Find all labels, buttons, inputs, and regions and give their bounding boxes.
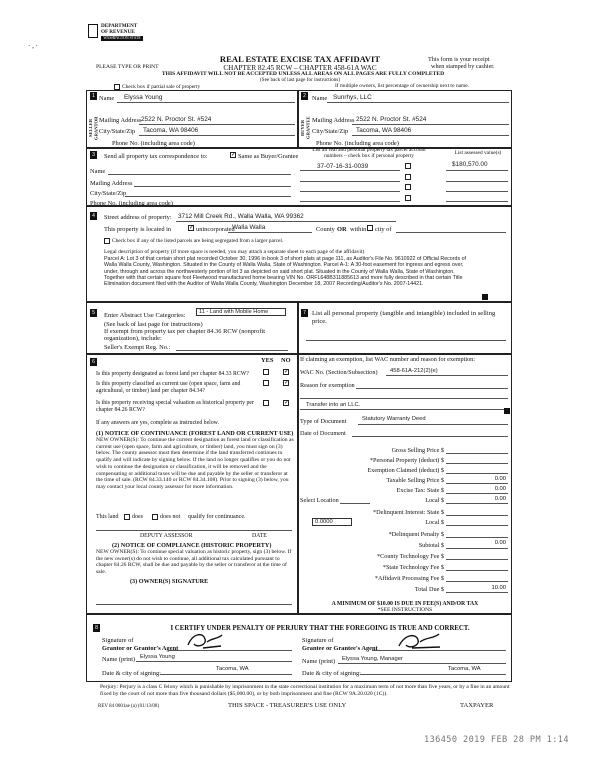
section-2-badge: 2 — [301, 92, 308, 100]
current-use-yes-checkbox[interactable] — [263, 380, 269, 386]
seller-name[interactable]: Elyssa Young — [124, 94, 163, 101]
section-1-badge: 1 — [90, 92, 97, 100]
seller-tag: SELLER GRANTOR — [88, 116, 99, 140]
receipt-note: This form is your receipt when stamped by cashier. — [428, 56, 495, 71]
grantee-signature[interactable] — [396, 630, 442, 652]
subtotal[interactable]: 0.00 — [494, 540, 506, 546]
treasurer-use: THIS SPACE - TREASURER'S USE ONLY — [228, 702, 347, 709]
interest-rate-field[interactable]: 0.0000 — [312, 518, 352, 526]
buyer-city[interactable]: Tacoma, WA 98406 — [356, 127, 412, 134]
section-4-badge: 4 — [90, 212, 97, 220]
form-revision: REV 84 0001ae (a) (01/13/08) — [98, 704, 160, 709]
document-type[interactable]: Statutory Warranty Deed — [362, 416, 426, 422]
select-location-dropdown[interactable]: Select Location — [300, 497, 339, 504]
grantor-name[interactable]: Elyssa Young — [140, 654, 175, 660]
doc-type-dropdown-arrow[interactable] — [504, 408, 510, 414]
segregated-parcel-checkbox[interactable] — [104, 238, 110, 244]
grantee-city[interactable]: Tacoma, WA — [448, 666, 481, 672]
warning: THIS AFFIDAVIT WILL NOT BE ACCEPTED UNLESS ALL AREAS ON ALL PAGES ARE FULLY COMPLETED — [161, 71, 445, 77]
section-5-badge: 5 — [90, 309, 97, 317]
grantor-signature[interactable] — [185, 630, 225, 652]
section-7-badge: 7 — [301, 309, 308, 317]
city-checkbox[interactable] — [367, 225, 373, 231]
revenue-logo: DEPARTMENT OF REVENUE WASHINGTON STATE — [88, 24, 156, 48]
assessed-value[interactable]: $180,570.00 — [452, 161, 488, 168]
buyer-mailing-address[interactable]: 2522 N. Proctor St. #524 — [356, 116, 427, 123]
type-or-print: PLEASE TYPE OR PRINT — [96, 64, 159, 70]
does-not-checkbox[interactable] — [152, 514, 158, 520]
scan-marks: · , · — [28, 42, 38, 50]
assessed-header: List assessed value(s) — [454, 150, 502, 156]
total-due[interactable]: 10.00 — [491, 585, 506, 591]
instructions-note: (See back of last page for instructions) — [259, 77, 341, 83]
current-use-no-checkbox[interactable]: ✓ — [284, 380, 290, 386]
does-checkbox[interactable] — [124, 514, 130, 520]
abstract-use-dropdown[interactable]: 11 - Land with Mobile Home — [196, 308, 286, 316]
attachment-marker — [482, 294, 488, 300]
legal-description[interactable]: Parcel A: Lot 3 of that certain short plat recorded October 30, 1996 in book 3 of short plats at page 111, as Auditor's File No. 9610922 of Official Records of Walla Walla County, Washington. Situated in the County of Walla Walla, State of Washington. Parcel A-1: A 30-foot easement for ingress and egress over, under, through and across the northwesterly portion of lot 3 as depicted on said short plat. Situated in the County of Walla Walla, State of Washington. Together with that certain square foot Fleetwood manufactured home bearing VIN No. ORFL648B311885613 and more fully described in that certain Title Elimination document filed with the Auditor of Walla Walla County, Washington December 18, 2007 Recording/Auditor's No. 2007-14421. — [104, 256, 467, 288]
seller-city[interactable]: Tacoma, WA 98406 — [143, 127, 199, 134]
same-as-buyer-checkbox[interactable]: ✓ — [231, 152, 237, 158]
taxpayer-copy: TAXPAYER — [460, 702, 494, 709]
seller-mailing-address[interactable]: 2522 N. Proctor St. #524 — [141, 116, 212, 123]
exemption-reason[interactable]: Transfer into an LLC. — [306, 402, 361, 408]
personal-property-checkbox-1[interactable] — [405, 163, 411, 169]
section-6-badge: 6 — [90, 358, 97, 366]
partial-sale-label: Check box if partial sale of property — [122, 84, 201, 90]
section-8-badge: 8 — [93, 624, 100, 632]
grantee-name[interactable]: Elyssa Young, Manager — [342, 656, 403, 662]
form-title: REAL ESTATE EXCISE TAX AFFIDAVIT — [219, 54, 381, 64]
wac-number[interactable]: 458-61A-212(2)(e) — [390, 368, 438, 374]
historic-yes-checkbox[interactable] — [263, 400, 269, 406]
buyer-name[interactable]: Sunrhys, LLC — [333, 94, 372, 101]
parcel-number[interactable]: 37-07-16-31-0039 — [317, 163, 369, 170]
section-3-badge: 3 — [90, 151, 97, 159]
county-name[interactable]: Walla Walla — [232, 224, 266, 231]
chapter: CHAPTER 82.45 RCW – CHAPTER 458-61A WAC — [223, 64, 377, 72]
historic-no-checkbox[interactable]: ✓ — [284, 400, 290, 406]
continuance-notice: NEW OWNER(S): To continue the current designation as forest land or classification as current use (open space, farm and agriculture, or timber) land, you must sign on (3) below. The county assessor must then determine if the land transferred continues to qualify and will indicate by signing below. If the land no longer qualifies or you do not wish to continue the designation or classification, it will be removed and the compensating or additional taxes will be due and payable by the seller or transferor at the time of sale. (RCW 84.33.140 or RCW 84.34.108). Prior to signing (3) below, you may contact your local county assessor for more information. — [96, 437, 294, 490]
forest-no-checkbox[interactable]: ✓ — [284, 369, 290, 375]
parcel-header: List all real and personal property tax parcel account numbers – check box if personal property — [312, 147, 426, 160]
personal-property-checkbox-4[interactable] — [405, 195, 411, 201]
personal-property-checkbox-2[interactable] — [405, 174, 411, 180]
excise-tax-local[interactable]: 0.00 — [494, 496, 506, 502]
grantor-city[interactable]: Tacoma, WA — [216, 666, 249, 672]
buyer-tag: BUYER GRANTEE — [300, 116, 311, 140]
unincorporated-checkbox[interactable]: ✓ — [189, 225, 195, 231]
recording-stamp: 136450 2019 FEB 28 PM 1:14 — [424, 735, 569, 745]
street-address[interactable]: 3712 Mill Creek Rd., Walla Walla, WA 99362 — [178, 213, 304, 220]
personal-property-checkbox-3[interactable] — [405, 184, 411, 190]
perjury-statement: Perjury: Perjury is a class C felony which is punishable by imprisonment in the state correctional institution for a maximum term of not more than five years, or by a fine in an amount fixed by the court of not more than five thousand dollars ($5,000.00), or by both imprisonment and fine (RCW 9A.20.020 (1C)). — [100, 684, 510, 697]
historic-notice: NEW OWNER(S): To continue special valuation as historic property, sign (3) below. If the new owner(s) do not wish to continue, all additional tax calculated pursuant to chapter 84.26 RCW, shall be due and payable by the seller or transferor at the time of sale. — [96, 549, 292, 576]
forest-yes-checkbox[interactable] — [263, 369, 269, 375]
multiple-owners-note: If multiple owners, list percentage of ownership next to name. — [335, 83, 469, 89]
excise-tax-state[interactable]: 0.00 — [494, 486, 506, 492]
taxable-selling-price[interactable]: 0.00 — [494, 476, 506, 482]
